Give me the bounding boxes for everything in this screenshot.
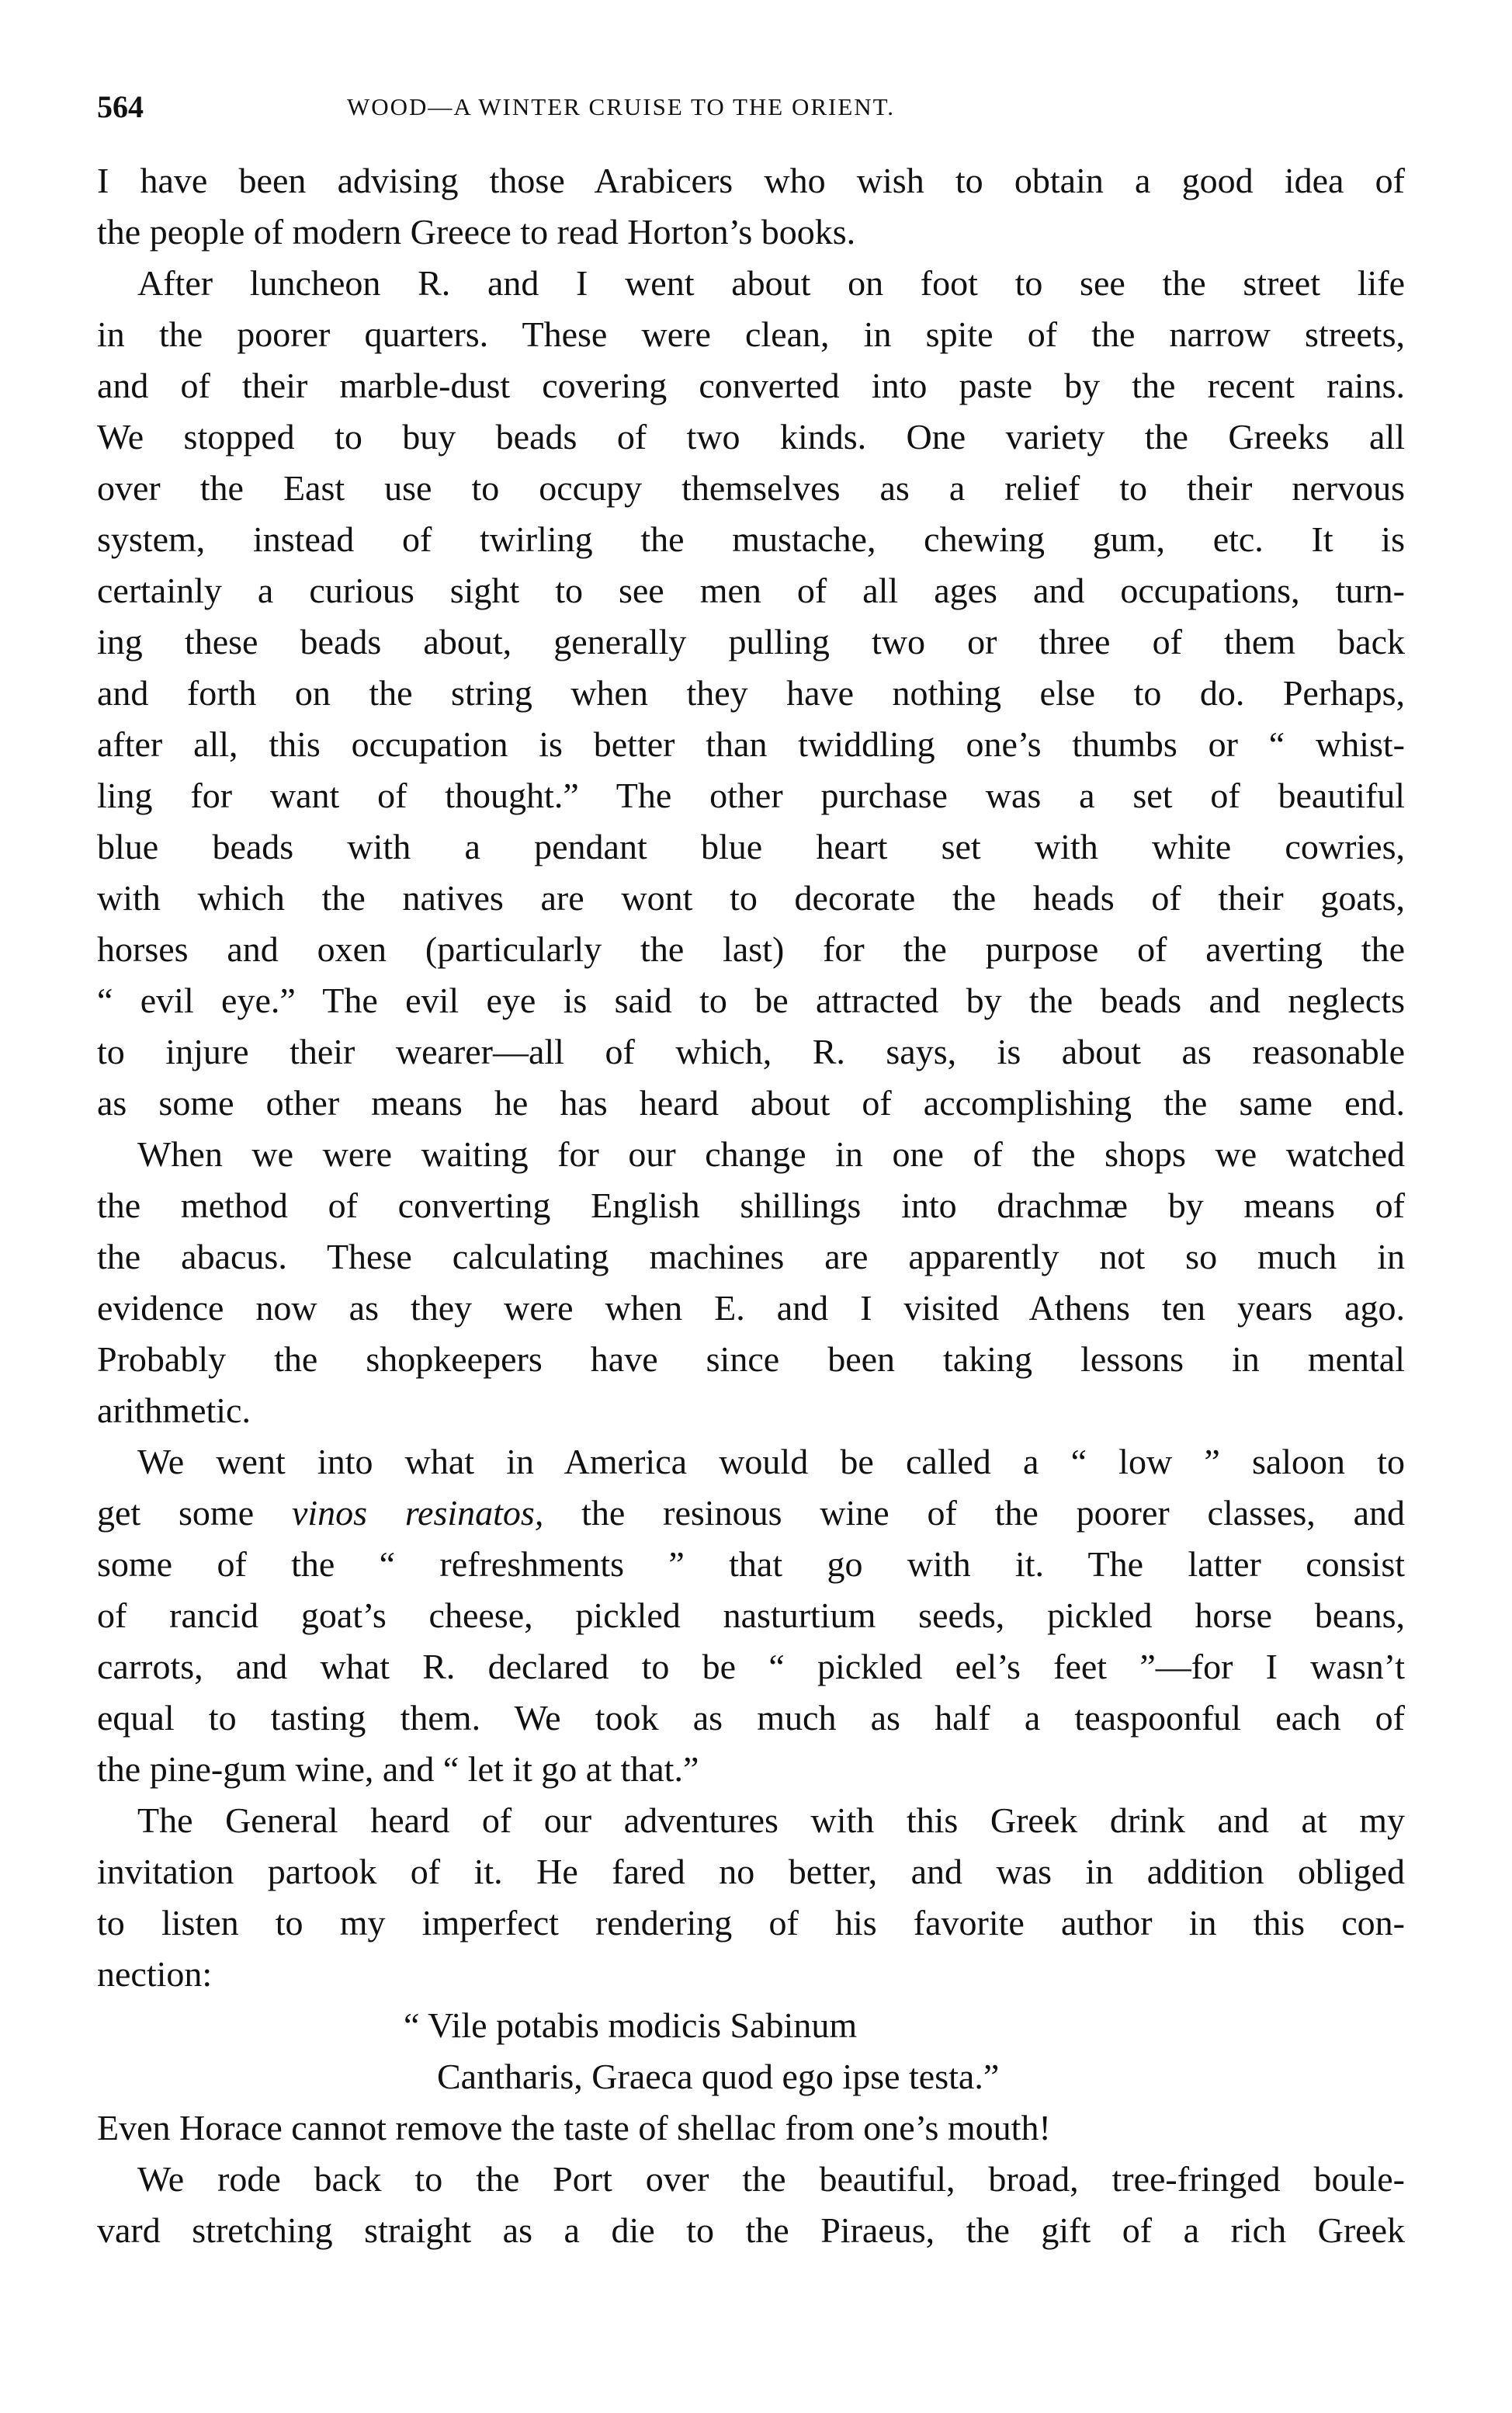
text-line: arithmetic. bbox=[97, 1391, 251, 1430]
text-line: We went into what in America would be called a “ low ” saloon to bbox=[137, 1442, 1405, 1481]
page-number: 564 bbox=[97, 89, 144, 124]
text-line: the abacus. These calculating machines are apparently not so much in bbox=[97, 1237, 1405, 1276]
text-line: Even Horace cannot remove the taste of shellac from one’s mouth! bbox=[97, 2108, 1051, 2147]
text-line: as some other means he has heard about of accomplishing the same end. bbox=[97, 1083, 1405, 1123]
text-line: vard stretching straight as a die to the Piraeus, the gift of a rich Greek bbox=[97, 2210, 1405, 2250]
text-line: over the East use to occupy themselves as a relief to their nervous bbox=[97, 468, 1405, 508]
text-line: system, instead of twirling the mustache, chewing gum, etc. It is bbox=[97, 519, 1405, 559]
text-line: in the poorer quarters. These were clean, in spite of the narrow streets, bbox=[97, 314, 1405, 354]
text-line: Probably the shopkeepers have since been taking lessons in mental bbox=[97, 1339, 1405, 1379]
text-line: and forth on the string when they have nothing else to do. Perhaps, bbox=[97, 673, 1405, 713]
text-line: evidence now as they were when E. and I visited Athens ten years ago. bbox=[97, 1288, 1405, 1328]
text-line: horses and oxen (particularly the last) for the purpose of averting the bbox=[97, 929, 1405, 969]
text-line: After luncheon R. and I went about on foot to see the street life bbox=[137, 263, 1405, 303]
text-line: and of their marble-dust covering converted into paste by the recent rains. bbox=[97, 366, 1405, 405]
text-line: ing these beads about, generally pulling two or three of them back bbox=[97, 622, 1405, 661]
text-line: the people of modern Greece to read Horton’s books. bbox=[97, 212, 856, 252]
text-line: We stopped to buy beads of two kinds. One variety the Greeks all bbox=[97, 417, 1405, 457]
text-line: carrots, and what R. declared to be “ pickled eel’s feet ”—for I wasn’t bbox=[97, 1647, 1405, 1686]
running-head bbox=[97, 84, 1417, 130]
text-line: blue beads with a pendant blue heart set with white cowries, bbox=[97, 827, 1405, 866]
text-line: When we were waiting for our change in one of the shops we watched bbox=[137, 1134, 1405, 1174]
text-line: The General heard of our adventures with this Greek drink and at my bbox=[137, 1800, 1405, 1840]
italic-phrase: vinos resinatos, bbox=[291, 1493, 544, 1533]
text-line: equal to tasting them. We took as much as half a teaspoonful each of bbox=[97, 1698, 1405, 1738]
text-line: after all, this occupation is better than twiddling one’s thumbs or “ whist- bbox=[97, 724, 1405, 764]
line-text: get some bbox=[97, 1493, 292, 1533]
line-text: the resinous wine of the poorer classes, and bbox=[543, 1493, 1405, 1533]
text-line: to injure their wearer—all of which, R. says, is about as reasonable bbox=[97, 1032, 1405, 1071]
text-line: We rode back to the Port over the beautiful, broad, tree-fringed boule- bbox=[137, 2159, 1405, 2199]
text-line: nection: bbox=[97, 1954, 213, 1994]
text-line: “ evil eye.” The evil eye is said to be attracted by the beads and neglects bbox=[97, 981, 1405, 1020]
text-line: the method of converting English shillings into drachmæ by means of bbox=[97, 1186, 1405, 1225]
text-line: the pine-gum wine, and “ let it go at that.” bbox=[97, 1749, 699, 1789]
text-line bbox=[97, 1488, 1405, 1539]
text-line: some of the “ refreshments ” that go with it. The latter consist bbox=[97, 1544, 1405, 1584]
verse-line: “ Vile potabis modicis Sabinum bbox=[404, 2005, 858, 2045]
text-line: I have been advising those Arabicers who wish to obtain a good idea of bbox=[97, 161, 1405, 200]
text-line: ling for want of thought.” The other purchase was a set of beautiful bbox=[97, 776, 1405, 815]
body-text bbox=[97, 155, 1405, 2256]
text-line: with which the natives are wont to decorate the heads of their goats, bbox=[97, 878, 1405, 918]
text-line: certainly a curious sight to see men of all ages and occupations, turn- bbox=[97, 571, 1405, 610]
text-line: invitation partook of it. He fared no better, and was in addition obliged bbox=[97, 1852, 1405, 1891]
text-line: to listen to my imperfect rendering of his favorite author in this con- bbox=[97, 1903, 1405, 1943]
verse-line: Cantharis, Graeca quod ego ipse testa.” bbox=[437, 2057, 1000, 2096]
text-line: of rancid goat’s cheese, pickled nasturtium seeds, pickled horse beans, bbox=[97, 1595, 1405, 1635]
running-title: WOOD—A WINTER CRUISE TO THE ORIENT. bbox=[347, 93, 896, 120]
